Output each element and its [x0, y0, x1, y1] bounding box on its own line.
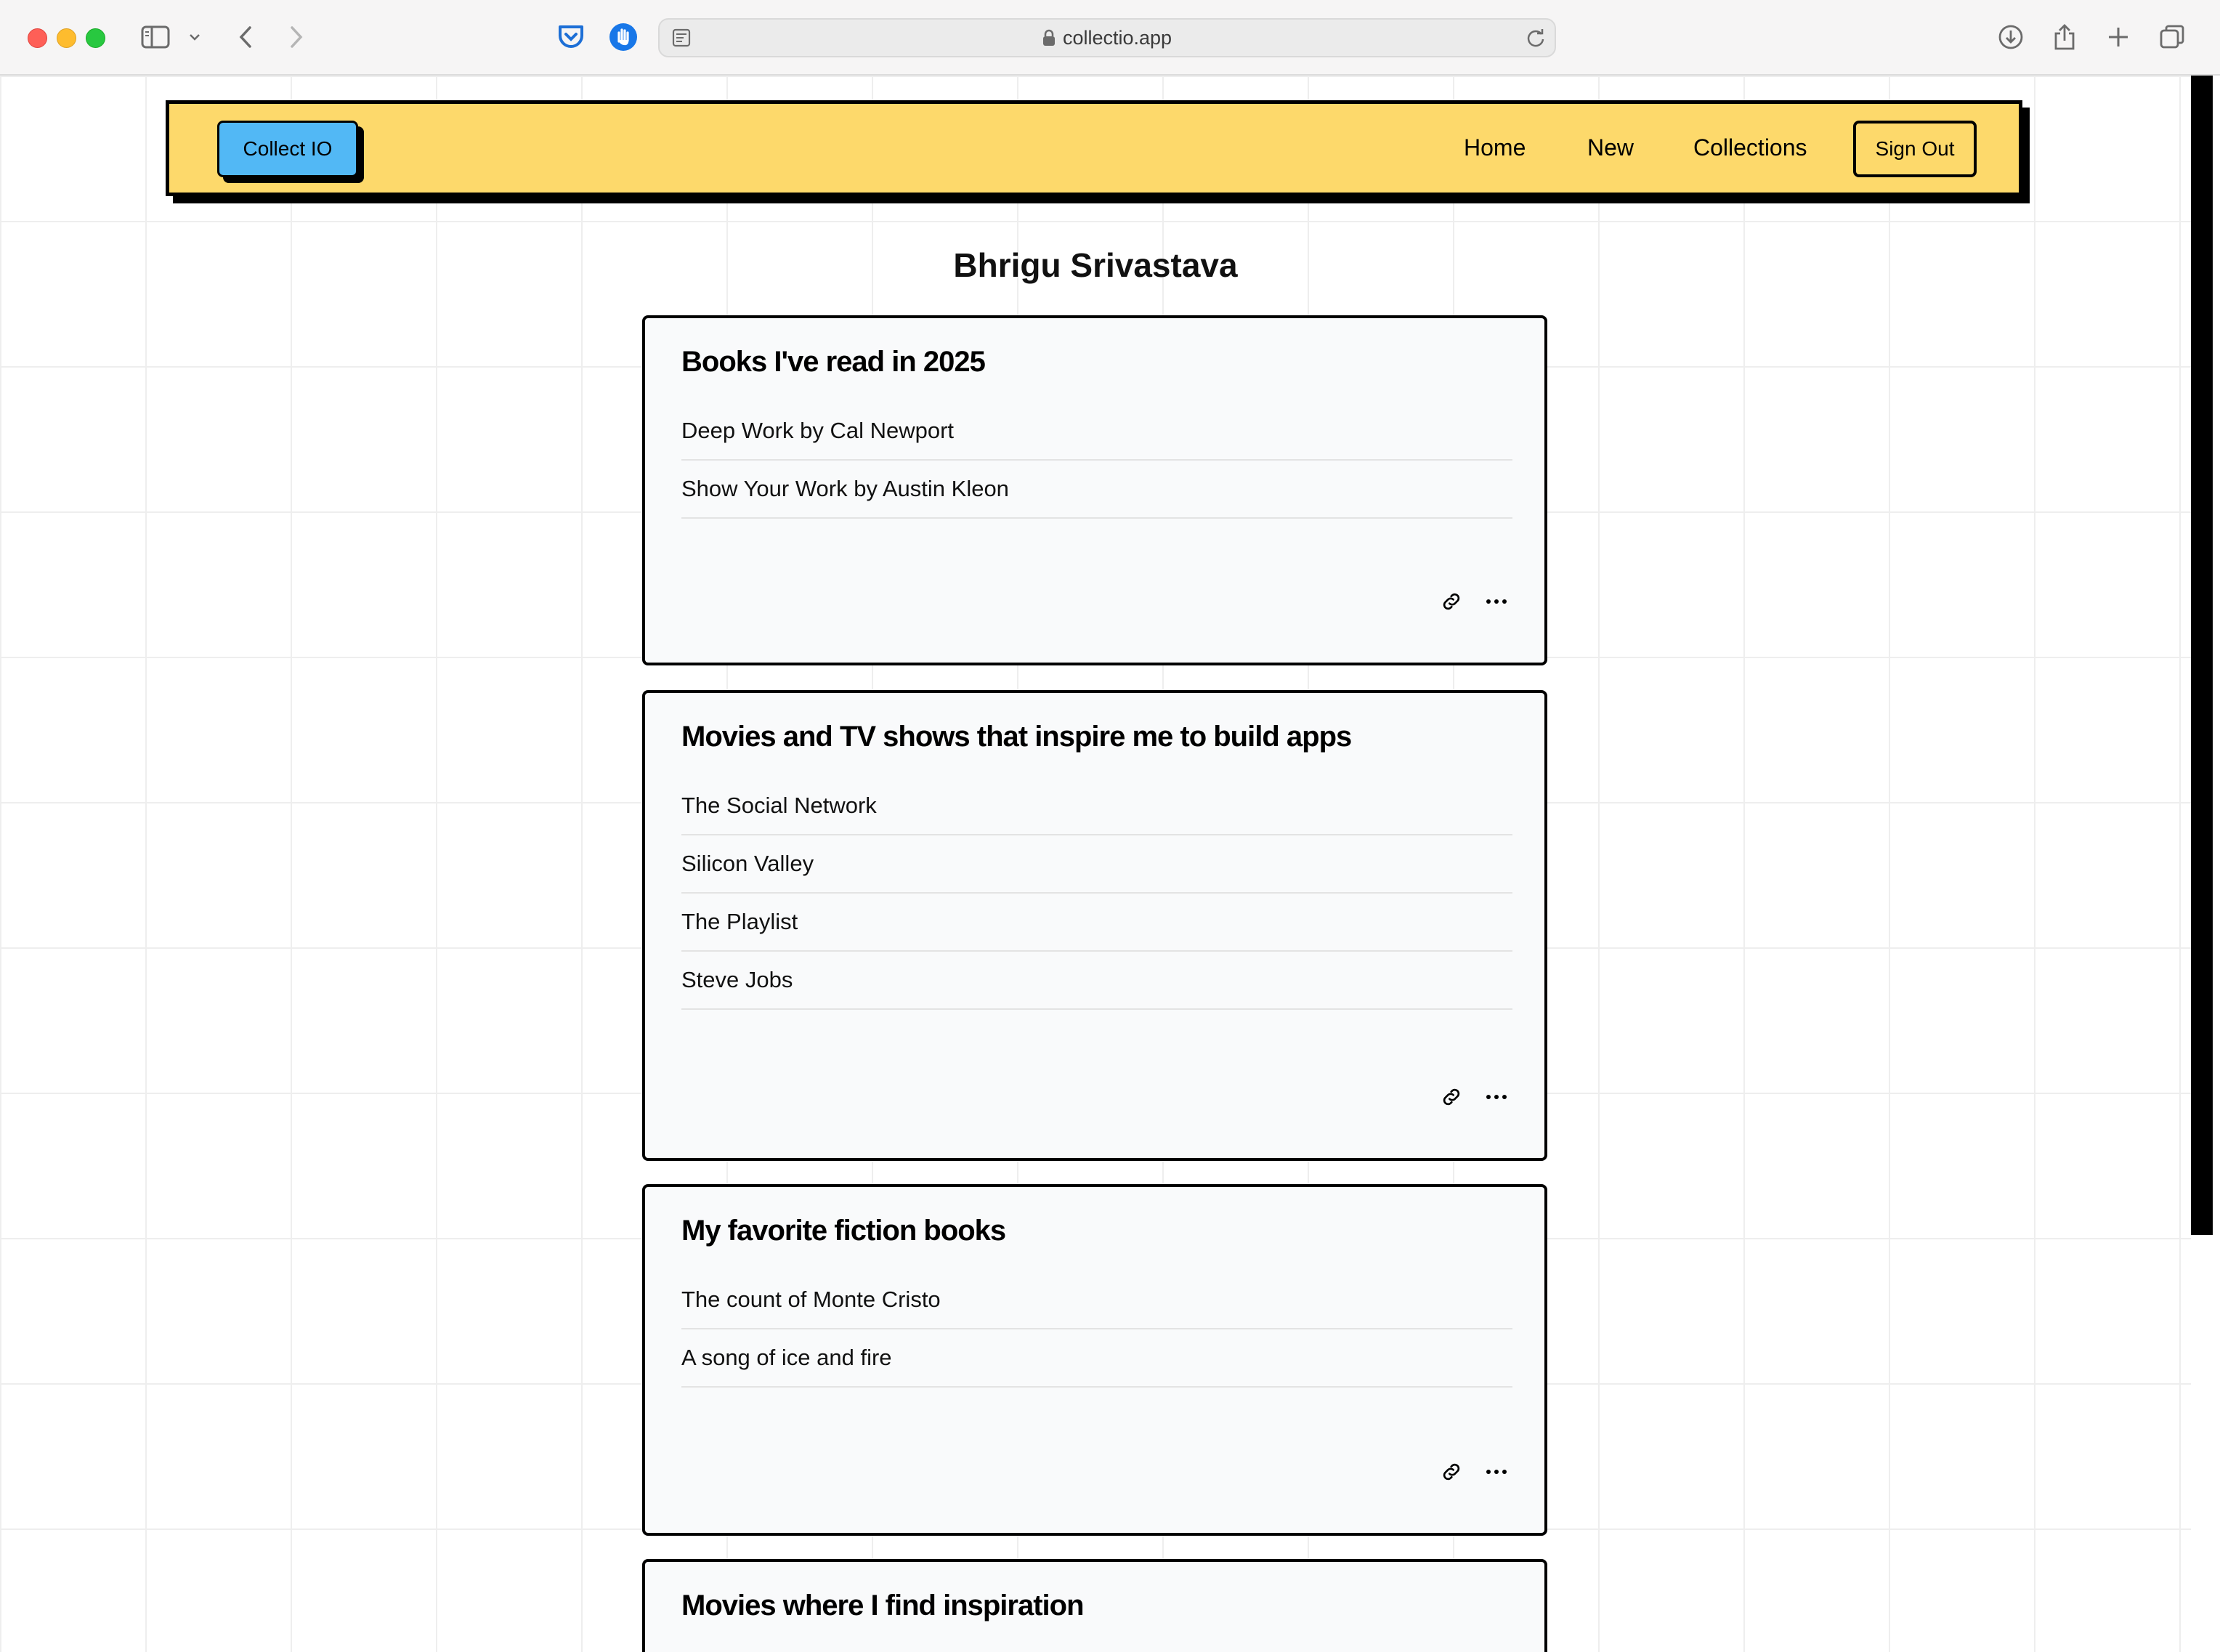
brand-logo-button[interactable]: Collect IO — [217, 121, 358, 177]
list-item: The Playlist — [681, 894, 1512, 952]
downloads-icon[interactable] — [1995, 19, 2027, 55]
collection-card — [642, 690, 1547, 1161]
more-icon[interactable] — [1483, 1084, 1510, 1110]
card-actions — [1438, 1084, 1510, 1110]
link-icon[interactable] — [1438, 588, 1465, 615]
hand-extension-icon[interactable] — [607, 19, 639, 55]
collection-title: Books I've read in 2025 — [681, 346, 985, 378]
page-viewport — [0, 76, 2191, 1652]
collection-title: Movies where I find inspiration — [681, 1590, 1084, 1621]
list-item: Silicon Valley — [681, 835, 1512, 894]
nav-link-new[interactable]: New — [1587, 134, 1634, 161]
zoom-window-button[interactable] — [86, 28, 105, 48]
link-icon[interactable] — [1438, 1084, 1465, 1110]
list-item: Deep Work by Cal Newport — [681, 402, 1512, 461]
collection-card — [642, 315, 1547, 665]
list-item: Show Your Work by Austin Kleon — [681, 461, 1512, 519]
collection-card — [642, 1184, 1547, 1536]
tab-overview-icon[interactable] — [2156, 19, 2188, 55]
more-icon[interactable] — [1483, 588, 1510, 615]
share-icon[interactable] — [2049, 19, 2081, 55]
new-tab-icon[interactable] — [2102, 19, 2134, 55]
browser-toolbar — [0, 0, 2220, 76]
collection-items — [681, 402, 1512, 519]
chevron-down-icon[interactable] — [185, 19, 205, 55]
site-navbar — [166, 100, 2022, 196]
list-item: The count of Monte Cristo — [681, 1271, 1512, 1329]
forward-icon[interactable] — [282, 19, 311, 55]
sign-out-button[interactable]: Sign Out — [1853, 121, 1977, 177]
collection-title: My favorite fiction books — [681, 1215, 1006, 1247]
pocket-extension-icon[interactable] — [555, 19, 587, 55]
nav-link-home[interactable]: Home — [1464, 134, 1526, 161]
link-icon[interactable] — [1438, 1459, 1465, 1485]
card-actions — [1438, 1459, 1510, 1485]
url-text: collectio.app — [1062, 26, 1172, 49]
list-item: The Social Network — [681, 777, 1512, 835]
lock-icon — [1042, 29, 1056, 46]
collection-title: Movies and TV shows that inspire me to build apps — [681, 721, 1352, 753]
sidebar-toggle-icon[interactable] — [138, 19, 173, 55]
close-window-button[interactable] — [28, 28, 47, 48]
list-item: A song of ice and fire — [681, 1329, 1512, 1388]
reload-icon[interactable] — [1521, 20, 1550, 56]
list-item: Steve Jobs — [681, 952, 1512, 1010]
profile-name: Bhrigu Srivastava — [953, 246, 1238, 284]
collection-items — [681, 1271, 1512, 1388]
card-actions — [1438, 588, 1510, 615]
minimize-window-button[interactable] — [57, 28, 76, 48]
nav-link-collections[interactable]: Collections — [1693, 134, 1807, 161]
scrollbar-thumb[interactable] — [2191, 76, 2213, 1235]
collection-items — [681, 777, 1512, 1010]
more-icon[interactable] — [1483, 1459, 1510, 1485]
collection-card — [642, 1559, 1547, 1652]
address-bar[interactable] — [658, 18, 1556, 57]
back-icon[interactable] — [231, 19, 260, 55]
